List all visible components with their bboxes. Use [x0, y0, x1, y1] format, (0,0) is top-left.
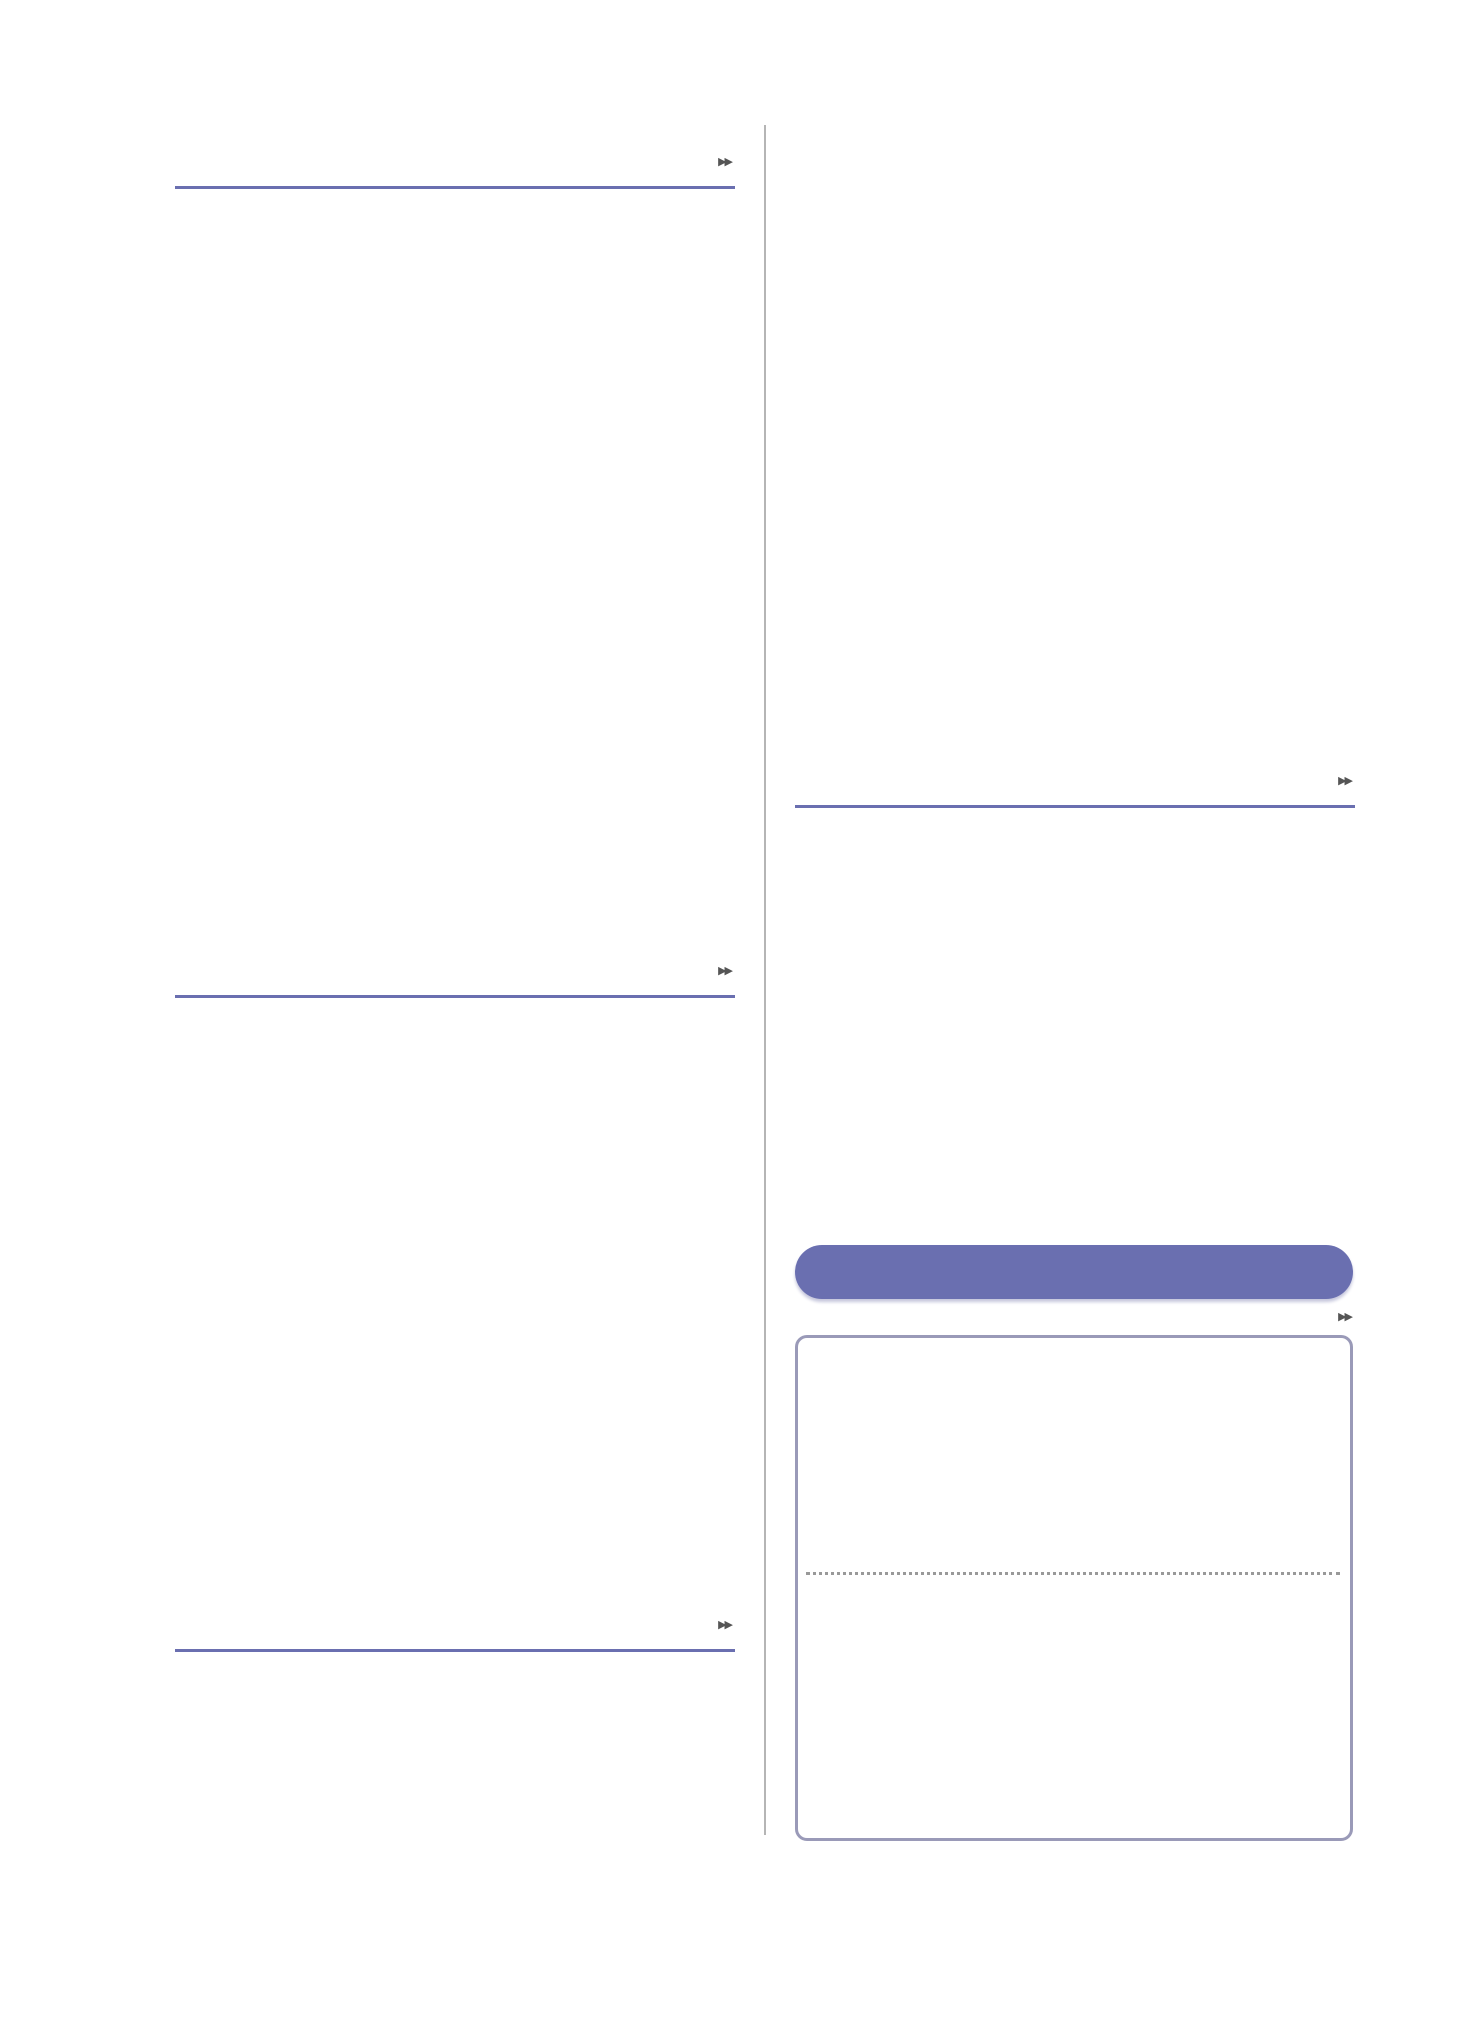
page-reference	[718, 1615, 735, 1633]
double-arrow-icon: ▶▶	[1338, 1311, 1351, 1323]
column-divider	[764, 125, 766, 1835]
page-reference	[718, 152, 735, 170]
page-reference	[1338, 1307, 1355, 1325]
dotted-divider	[806, 1572, 1340, 1575]
chapter-banner	[795, 1245, 1353, 1299]
page-reference	[1338, 771, 1355, 789]
section-9-header	[175, 126, 735, 189]
page-reference	[718, 961, 735, 979]
page-footer	[1343, 1935, 1351, 1967]
section-11-header	[175, 1589, 735, 1652]
section-12-header	[795, 745, 1355, 808]
answer-box	[795, 1335, 1353, 1841]
section-10-header	[175, 935, 735, 998]
double-arrow-icon: ▶▶	[1338, 775, 1351, 787]
double-arrow-icon: ▶▶	[718, 965, 731, 977]
double-arrow-icon: ▶▶	[718, 156, 731, 168]
double-arrow-icon: ▶▶	[718, 1619, 731, 1631]
